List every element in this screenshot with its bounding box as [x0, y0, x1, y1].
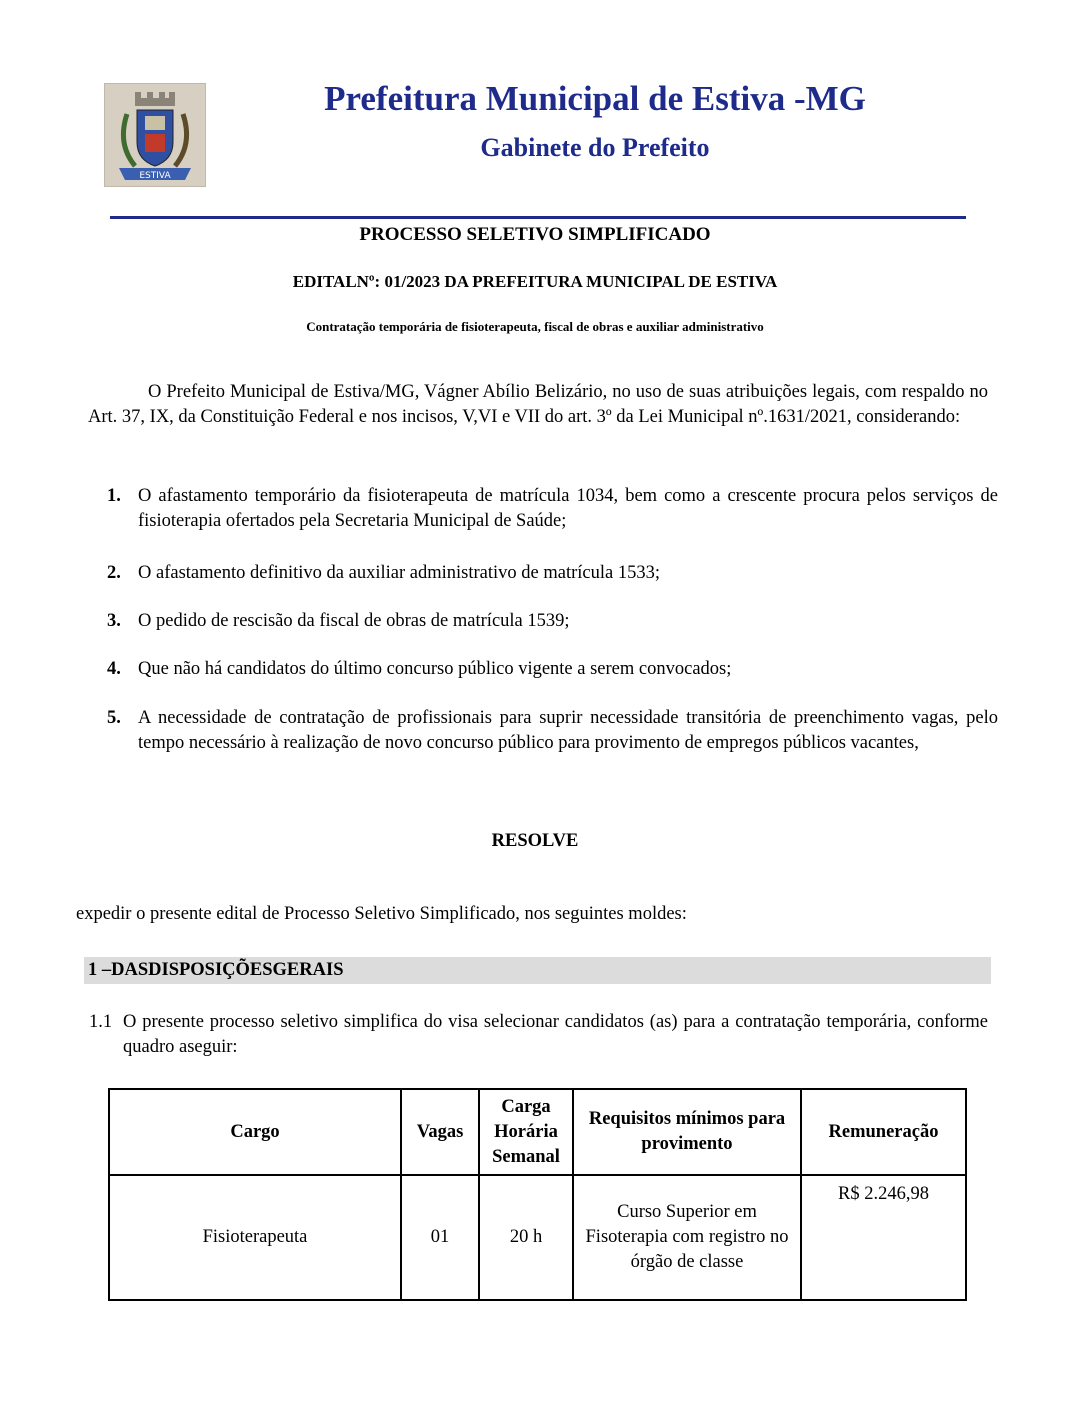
- subsection-number: 1.1: [89, 1012, 113, 1032]
- list-item-text: Que não há candidatos do último concurso público vigente a serem convocados;: [138, 659, 732, 679]
- list-item-text: O pedido de rescisão da fiscal de obras de matrícula 1539;: [138, 611, 570, 631]
- list-item-number: 1.: [107, 486, 121, 506]
- intro-paragraph: O Prefeito Municipal de Estiva/MG, Vágner Abílio Belizário, no uso de suas atribuições legais, com respaldo no Art. 37, IX, da Constituição Federal e nos incisos, V,VI e VII do art. 3º da Lei Municipal nº.1631/2021, considerando:: [88, 382, 988, 427]
- expedir-paragraph: expedir o presente edital de Processo Seletivo Simplificado, nos seguintes moldes:: [76, 904, 687, 924]
- list-item-text: A necessidade de contratação de profissionais para suprir necessidade transitória de preenchimento vagas, pelo tempo necessário à realização de novo concurso público para provimento de empregos públicos vacantes,: [138, 708, 998, 753]
- document-heading: PROCESSO SELETIVO SIMPLIFICADO: [359, 224, 711, 245]
- page-title: Prefeitura Municipal de Estiva -MG: [324, 79, 866, 118]
- resolve-heading: RESOLVE: [491, 831, 579, 851]
- header-divider: [110, 216, 966, 219]
- list-item-number: 2.: [107, 563, 121, 583]
- list-item: [107, 657, 998, 682]
- cell-cargo: Fisioterapeuta: [109, 1175, 401, 1300]
- section-title: 1 –DASDISPOSIÇÕESGERAIS: [84, 957, 991, 984]
- cell-remuneracao: R$ 2.246,98: [801, 1175, 966, 1300]
- list-item-number: 4.: [107, 659, 121, 679]
- header-remuneracao: Remuneração: [801, 1089, 966, 1175]
- municipal-coat-of-arms-logo: [104, 83, 206, 187]
- table-header-row: [109, 1089, 966, 1175]
- list-item: [107, 484, 998, 533]
- positions-table: [108, 1088, 967, 1301]
- list-item-text: O afastamento definitivo da auxiliar administrativo de matrícula 1533;: [138, 563, 660, 583]
- header-vagas: Vagas: [401, 1089, 479, 1175]
- logo-ribbon-text: ESTIVA: [139, 171, 171, 181]
- edital-purpose: Contratação temporária de fisioterapeuta, fiscal de obras e auxiliar administrativo: [306, 319, 764, 334]
- list-item-number: 3.: [107, 611, 121, 631]
- header-requisitos: Requisitos mínimos para provimento: [573, 1089, 801, 1175]
- subsection-1-1: [89, 1010, 988, 1060]
- edital-number: EDITALNº: 01/2023 DA PREFEITURA MUNICIPAL DE ESTIVA: [292, 272, 778, 291]
- list-item: [107, 706, 998, 755]
- list-item: [107, 561, 998, 586]
- subsection-text: O presente processo seletivo simplifica do visa selecionar candidatos (as) para a contratação temporária, conforme quadro aseguir:: [123, 1012, 988, 1057]
- list-item-number: 5.: [107, 708, 121, 728]
- coat-of-arms-icon: [105, 84, 205, 186]
- cell-requisitos: Curso Superior em Fisoterapia com registro no órgão de classe: [573, 1175, 801, 1300]
- table-row: [109, 1175, 966, 1300]
- cell-carga: 20 h: [479, 1175, 573, 1300]
- header-cargo: Cargo: [109, 1089, 401, 1175]
- list-item: [107, 609, 998, 634]
- cell-vagas: 01: [401, 1175, 479, 1300]
- page-subtitle: Gabinete do Prefeito: [480, 133, 710, 162]
- list-item-text: O afastamento temporário da fisioterapeuta de matrícula 1034, bem como a crescente procura pelos serviços de fisioterapia ofertados pela Secretaria Municipal de Saúde;: [138, 486, 998, 531]
- header-carga-horaria: Carga Horária Semanal: [479, 1089, 573, 1175]
